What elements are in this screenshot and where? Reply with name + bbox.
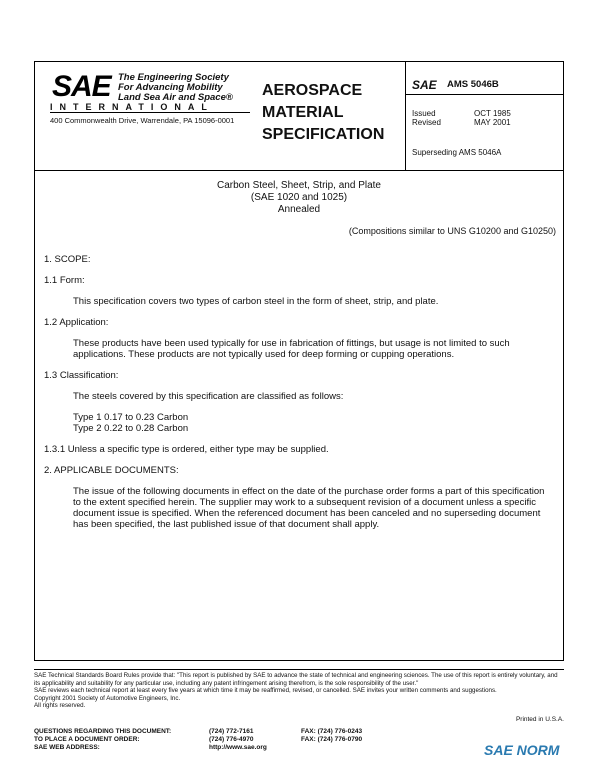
- spec-body: [44, 254, 554, 540]
- header-bottom-rule: [34, 170, 564, 171]
- web-label: SAE WEB ADDRESS:: [34, 744, 100, 751]
- society-tagline: [118, 73, 233, 103]
- society-line: The Engineering Society: [118, 72, 229, 83]
- society-line: Land Sea Air and Space®: [118, 92, 233, 103]
- section-heading: 1.3.1 Unless a specific type is ordered, either type may be supplied.: [44, 444, 329, 455]
- copyright: Copyright 2001 Society of Automotive Engineers, Inc.: [34, 694, 181, 702]
- doc-type-title: [262, 80, 384, 146]
- footer-rule: [34, 669, 564, 670]
- section-heading: 1.2 Application:: [44, 317, 109, 328]
- type-item: Type 1 0.17 to 0.23 Carbon: [73, 412, 189, 423]
- doc-type-line: SPECIFICATION: [262, 126, 385, 143]
- order-tel: (724) 776-4970: [209, 736, 254, 743]
- paragraph: The steels covered by this specification are classified as follows:: [73, 391, 344, 402]
- section-heading: 1.3 Classification:: [44, 370, 119, 381]
- order-fax: FAX: (724) 776-0790: [301, 736, 363, 743]
- title-line-1: Carbon Steel, Sheet, Strip, and Plate: [217, 180, 381, 191]
- rights: All rights reserved.: [34, 702, 86, 709]
- composition-note: (Compositions similar to UNS G10200 and G10250): [348, 226, 556, 236]
- issued-date: OCT 1985: [474, 109, 511, 118]
- issue-dates: [412, 109, 511, 127]
- section-heading: 1. SCOPE:: [44, 254, 91, 265]
- header-divider: [405, 61, 406, 171]
- sae-logo: SAE: [52, 70, 111, 103]
- sae-norm-watermark: SAE NORM: [484, 742, 560, 758]
- superseding-note: Superseding AMS 5046A: [412, 148, 502, 157]
- type-item: Type 2 0.22 to 0.28 Carbon: [73, 423, 189, 434]
- doc-type-line: MATERIAL: [262, 104, 344, 121]
- paragraph: These products have been used typically for use in fabrication of fittings, but usage is not limited to such applications. These products are not typically used for deep forming or cupping operations.: [73, 338, 510, 360]
- footer-paragraph: SAE reviews each technical report at least every five years at which time it may be reaffirmed, revised, or cancelled. SAE invites your written comments and suggestions.: [34, 687, 497, 694]
- section-heading: 2. APPLICABLE DOCUMENTS:: [44, 465, 179, 476]
- web-url[interactable]: http://www.sae.org: [209, 744, 267, 751]
- contact-info: [34, 728, 362, 752]
- doc-type-line: AEROSPACE: [262, 82, 363, 99]
- ams-number: AMS 5046B: [447, 79, 499, 90]
- footer-notes: [34, 672, 564, 710]
- paragraph: This specification covers two types of carbon steel in the form of sheet, strip, and plate.: [73, 296, 439, 307]
- ams-row-divider: [405, 94, 564, 95]
- printed-in: Printed in U.S.A.: [515, 716, 564, 723]
- issued-label: Issued: [412, 109, 436, 118]
- international-wordmark: INTERNATIONAL: [50, 102, 214, 112]
- wordmark-rule: [50, 112, 250, 113]
- questions-label: QUESTIONS REGARDING THIS DOCUMENT:: [34, 728, 172, 735]
- society-line: For Advancing Mobility: [118, 82, 223, 93]
- revised-date: MAY 2001: [474, 118, 511, 127]
- footer-paragraph: SAE Technical Standards Board Rules provide that: "This report is published by SAE to advance the state of technical and engineering sciences. The use of this report is entirely voluntary, and its applicability and suitability for any particular use, including any patent infringement arising therefrom, is the sole responsibility of the user.": [34, 672, 558, 687]
- paragraph: The issue of the following documents in effect on the date of the purchase order forms a part of this specification to the extent specified herein. The supplier may work to a subsequent revision of a document unless a specific document issue is specified. When the referenced document has been canceled and no superseding document has been specified, the last published issue of that document shall apply.: [73, 486, 545, 530]
- revised-label: Revised: [412, 118, 441, 127]
- order-label: TO PLACE A DOCUMENT ORDER:: [34, 736, 140, 743]
- sae-address: 400 Commonwealth Drive, Warrendale, PA 15096-0001: [50, 116, 235, 125]
- sae-small-logo: SAE: [412, 78, 437, 92]
- title-line-3: Annealed: [277, 204, 321, 215]
- spec-title: [34, 180, 564, 216]
- questions-fax: FAX: (724) 776-0243: [301, 728, 363, 735]
- title-line-2: (SAE 1020 and 1025): [250, 192, 348, 203]
- questions-tel: (724) 772-7161: [209, 728, 254, 735]
- section-heading: 1.1 Form:: [44, 275, 85, 286]
